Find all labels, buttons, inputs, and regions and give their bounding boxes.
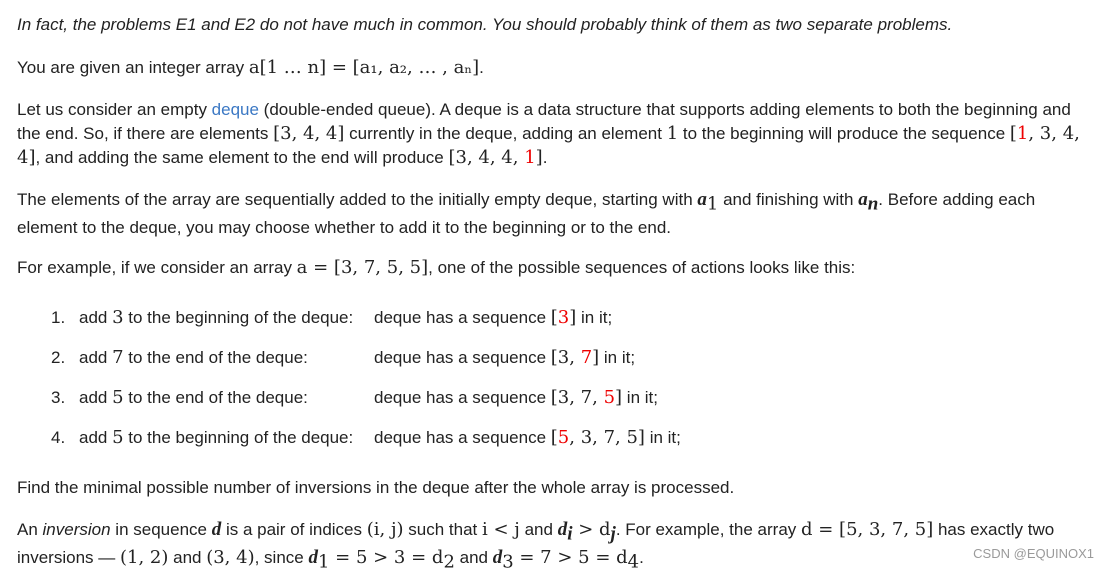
task-paragraph: Find the minimal possible number of inversions in the deque after the whole array is processed.	[17, 478, 735, 497]
intro-note: In fact, the problems E1 and E2 do not have much in common. You should probably think of them as two separate problems.	[17, 15, 953, 34]
given-text: You are given an integer array	[17, 58, 249, 77]
example-paragraph: For example, if we consider an array a = [3, 7, 5, 5], one of the possible sequences of actions looks like this:	[17, 257, 856, 278]
given-math: a[1 … n] = [a₁, a₂, … , aₙ]	[248, 57, 480, 78]
sequence-paragraph: The elements of the array are sequentially added to the initially empty deque, starting with $a_1$ and finishing with $a_n$. Before adding each element to the deque, you may choose whether to add it to the beginning or to the end.	[17, 189, 1036, 238]
inversion-definition: An inversion in sequence d is a pair of indices (i, j) such that i < j and $d_i > d_j$. For example, the array d = [5, 3, 7, 5] has exactly two inversions — (1, 2) and (3, 4), since $d_1 = 5 > 3 = d_2$ and $d_3 = 7 > 5 = d_4$.	[17, 519, 1055, 573]
given-paragraph: You are given an integer array a[1 … n] = [a₁, a₂, … , aₙ].	[17, 57, 484, 78]
deque-paragraph: Let us consider an empty deque (double-ended queue). A deque is a data structure that supports adding elements to both the beginning and the end. So, if there are elements [3, 4, 4] currently in the deque, adding an element 1 to the beginning will produce the sequence [1, 3, 4, 4], and adding the same element to the end will produce [3, 4, 4, 1].	[17, 100, 1080, 168]
watermark: CSDN @EQUINOX1	[973, 546, 1094, 561]
deque-link[interactable]: deque	[211, 100, 259, 119]
